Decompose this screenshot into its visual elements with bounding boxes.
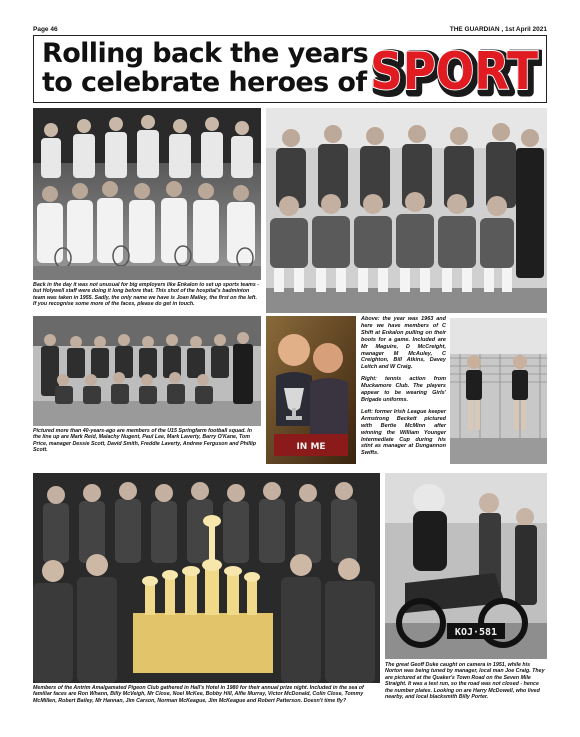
photo-tennis-players bbox=[450, 318, 547, 464]
publication-date: THE GUARDIAN , 1st April 2021 bbox=[449, 25, 547, 33]
photo-badminton-team bbox=[33, 108, 261, 280]
caption-badminton: Back in the day it was not unusual for big employers like Enkalon to set up sports teams - but Holywell staff were doing it long before that. This shot of the hospital's badminton team was taken in 1955. Sadly, the only name we have is Joan Malley, the first on the left. If you recognise some more of the faces, please do get in touch. bbox=[33, 282, 260, 308]
page-number: Page 46 bbox=[33, 25, 58, 33]
number-plate-text: KOJ·581 bbox=[454, 627, 498, 638]
caption-pigeon-club: Members of the Antrim Amalgamated Pigeon Club gathered in Hall's Hotel in 1980 for their annual prize night. Included in the sea of familiar faces are Ron Whann, Billy McVeigh, Mr Close, Noel McKee, Bobby Hill, Alfie Murray, Victor McDonald, Colin Close, Tommy McMillen, Robert Bailey, Mr Hannan, Jim Carson, Norman McKeague, Jim McKeague and Robert Patterson. Doesn't time fly? bbox=[33, 685, 364, 704]
photo-springfarm-squad bbox=[33, 316, 261, 426]
pigeon-club-image bbox=[33, 473, 380, 683]
headline bbox=[42, 39, 372, 97]
c-shift-team-image bbox=[266, 108, 547, 313]
photo-c-shift-team bbox=[266, 108, 547, 313]
keeper-with-cup-image bbox=[266, 316, 356, 464]
tennis-players-image bbox=[450, 318, 547, 464]
caption-c-shift: Above: the year was 1963 and here we have members of C Shift at Enkalon pulling on their boots for a game. Included are Mr Maguire, D McCreight, manager M McAuley, C Creighton, Bill Atkins, Davey Leitch and W Craig. bbox=[361, 316, 446, 371]
badminton-team-image bbox=[33, 108, 261, 280]
caption-keeper: Left: former Irish League keeper Armstrong Beckett pictured with Bertie McMinn after winning the William Younger Intermediate Cup during his stint as manager at Dungannon Swifts. bbox=[361, 408, 446, 457]
photo-geoff-duke-motorbike bbox=[385, 473, 547, 659]
pennant-text: IN ME bbox=[296, 442, 326, 452]
caption-geoff-duke: The great Geoff Duke caught on camera in 1951, while his Norton was being tuned by manager, local man Joe Craig. They are pictured at the Quaker's Town Road on the Seven Mile Straight. It was a test run, so the road was not closed - hence the number plates. Looking on are Harry McDowell, who lived nearby, and local blacksmith Billy Porter. bbox=[385, 662, 545, 701]
headline-box bbox=[33, 35, 547, 103]
photo-keeper-with-cup bbox=[266, 316, 356, 464]
sport-logo-word: SPORT bbox=[370, 42, 539, 98]
sport-logo-shadow: SPORT bbox=[373, 45, 542, 98]
headline-line-2: to celebrate heroes of bbox=[42, 67, 367, 98]
photo-pigeon-club bbox=[33, 473, 380, 683]
sport-logo bbox=[366, 40, 542, 98]
caption-tennis: Right: tennis action from Muckamore Club. The players appear to be wearing Girls' Brigade uniforms. bbox=[361, 376, 446, 403]
side-captions bbox=[361, 316, 446, 462]
geoff-duke-motorbike-image bbox=[385, 473, 547, 659]
page-header bbox=[33, 24, 547, 34]
springfarm-squad-image bbox=[33, 316, 261, 426]
headline-line-1: Rolling back the years bbox=[42, 38, 369, 69]
caption-springfarm: Pictured more than 40-years-ago are members of the U15 Springfarm football squad. In the line up are Mark Reid, Malachy Nugent, Paul Lee, Mark Laverty, Barry O'Kane, Tom Price, manager Dessie Scott, David Smith, Freddie Laverty, Andrew Ferguson and Phillip Scott. bbox=[33, 428, 257, 454]
